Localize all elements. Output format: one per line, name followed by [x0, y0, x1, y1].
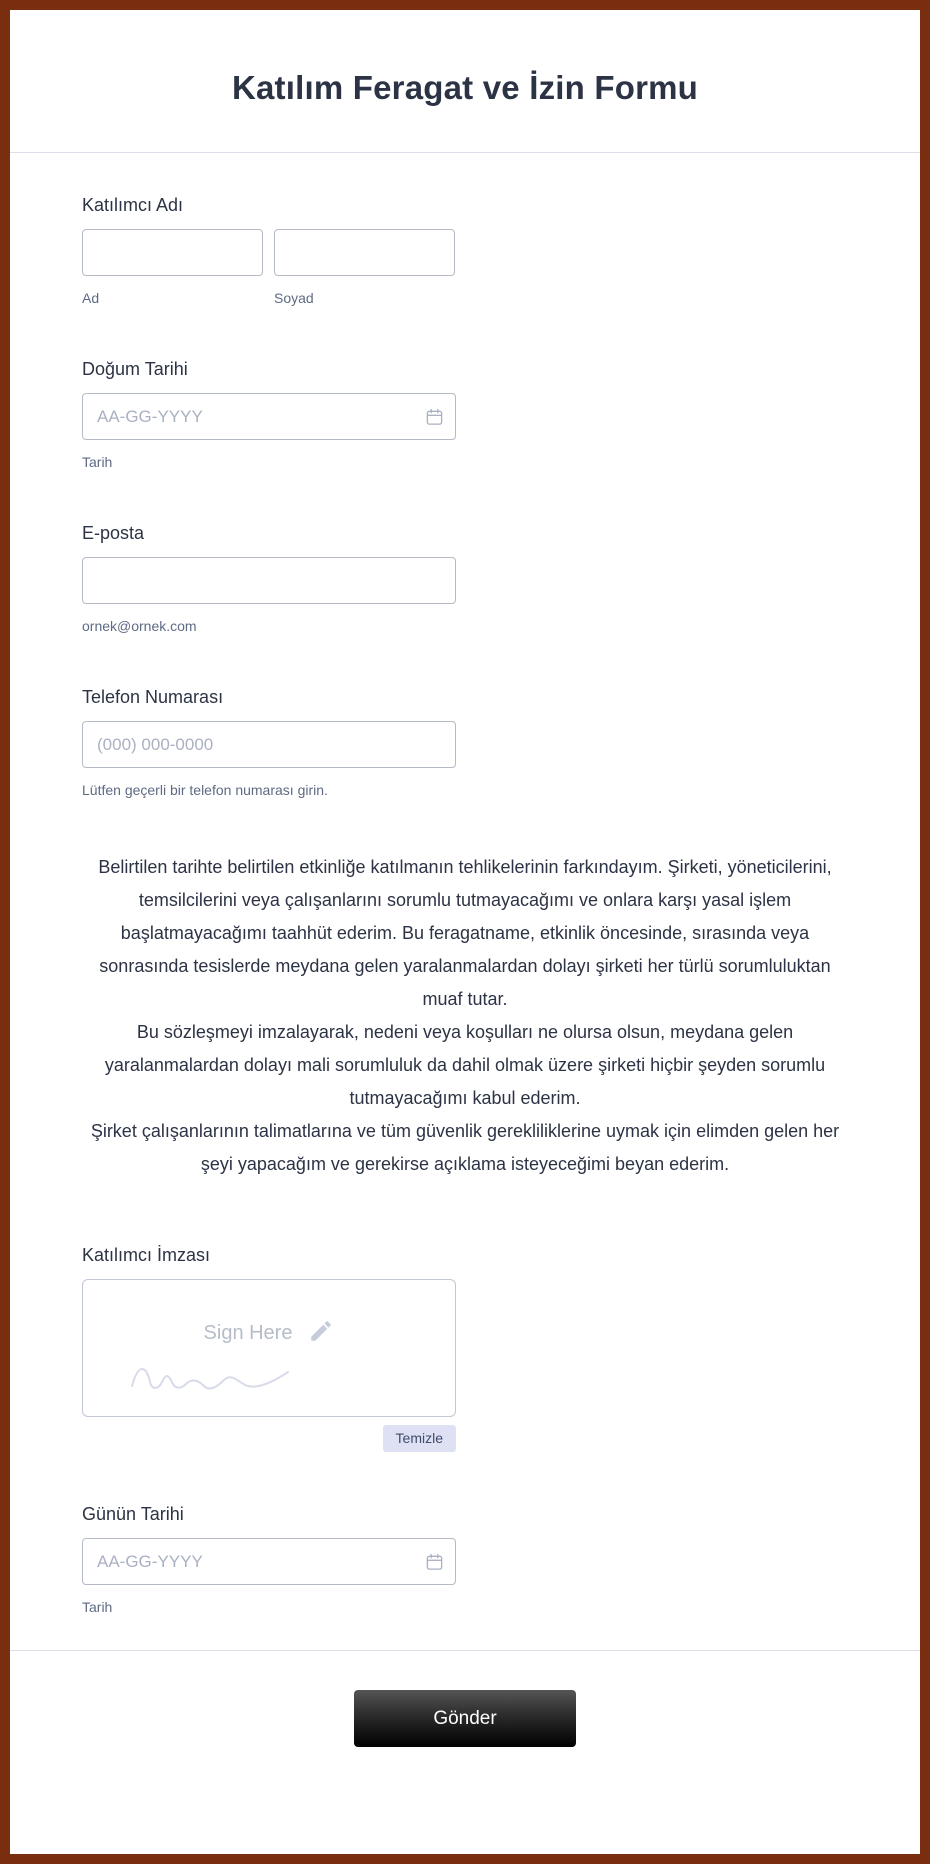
name-inputs-row [82, 229, 848, 307]
last-name-column [274, 229, 455, 307]
field-birth-date [82, 359, 848, 471]
signature-squiggle-decoration [128, 1356, 293, 1398]
today-date-input[interactable] [82, 1538, 456, 1585]
submit-row [10, 1651, 920, 1777]
first-name-column [82, 229, 263, 307]
signature-label: Katılımcı İmzası [82, 1245, 211, 1265]
field-email [82, 523, 848, 635]
calendar-icon[interactable] [425, 407, 444, 426]
page-title: Katılım Feragat ve İzin Formu [231, 69, 699, 106]
phone-input[interactable] [82, 721, 456, 768]
signature-clear-row [82, 1425, 456, 1452]
today-date-input-wrap [82, 1538, 456, 1585]
birth-date-input-wrap [82, 393, 456, 440]
signature-placeholder: Sign Here [203, 1322, 293, 1344]
first-name-sublabel: Ad [82, 290, 100, 306]
last-name-input[interactable] [274, 229, 455, 276]
email-input[interactable] [82, 557, 456, 604]
waiver-text-block [82, 851, 848, 1181]
waiver-paragraph-2: Bu sözleşmeyi imzalayarak, nedeni veya koşulları ne olursa olsun, meydana gelen yaralanmalardan dolayı mali sorumluluk da dahil olmak üzere şirketi hiçbir şeyden sorumlu tutmayacağımı kabul ederim. [104, 1022, 826, 1108]
field-phone [82, 687, 848, 799]
sign-here-row [83, 1318, 455, 1349]
last-name-sublabel: Soyad [274, 290, 314, 306]
pen-icon [308, 1318, 334, 1349]
email-label: E-posta [82, 523, 145, 543]
birth-date-input[interactable] [82, 393, 456, 440]
participant-name-label: Katılımcı Adı [82, 195, 184, 215]
calendar-icon[interactable] [425, 1552, 444, 1571]
first-name-input[interactable] [82, 229, 263, 276]
today-date-sublabel: Tarih [82, 1599, 113, 1615]
form-header [10, 10, 920, 152]
phone-label: Telefon Numarası [82, 687, 224, 707]
email-sublabel: ornek@ornek.com [82, 618, 197, 634]
waiver-paragraph-3: Şirket çalışanlarının talimatlarına ve tüm güvenlik gerekliliklerine uymak için elimden gelen her şeyi yapacağım ve gerekirse açıklama isteyeceğimi beyan ederim. [90, 1121, 840, 1174]
field-signature [82, 1245, 848, 1452]
field-participant-name [82, 195, 848, 307]
birth-date-label: Doğum Tarihi [82, 359, 188, 379]
phone-sublabel: Lütfen geçerli bir telefon numarası girin. [82, 782, 328, 798]
today-date-label: Günün Tarihi [82, 1504, 184, 1524]
waiver-paragraph-1: Belirtilen tarihte belirtilen etkinliğe katılmanın tehlikelerinin farkındayım. Şirketi, yöneticilerini, temsilcilerini veya çalışanlarını sorumlu tutmayacağımı ve onlara karşı yasal işlem başlatmayacağımı taahhüt ederim. Bu feragatname, etkinlik öncesinde, sırasında veya sonrasında tesislerde meydana gelen yaralanmalardan dolayı şirketi her türlü sorumluluktan muaf tutar. [98, 857, 832, 1009]
signature-pad[interactable] [82, 1279, 456, 1417]
signature-clear-button[interactable]: Temizle [383, 1425, 456, 1452]
form-body [10, 153, 920, 1650]
submit-button[interactable]: Gönder [354, 1690, 576, 1747]
field-today-date [82, 1504, 848, 1616]
birth-date-sublabel: Tarih [82, 454, 113, 470]
